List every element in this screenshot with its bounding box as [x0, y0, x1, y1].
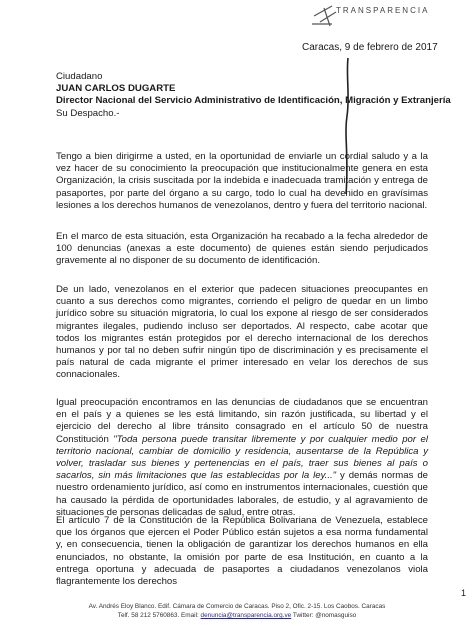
letter-date: Caracas, 9 de febrero de 2017: [302, 42, 438, 53]
footer-twitter: Twitter: @nomasguiso: [291, 612, 357, 619]
salutation: Ciudadano: [56, 71, 103, 82]
paragraph-4: [56, 397, 428, 519]
footer-phone: Telf. 58 212 5760863. Email:: [117, 612, 201, 619]
addressee-name: JUAN CARLOS DUGARTE: [56, 83, 176, 95]
constitution-quote: "Toda persona puede transitar libremente y por cualquier medio por el territorio nacional, cambiar de domicilio y residencia, ausentarse de la República y volver, trasladar sus bienes y pertenencias en el país, traer sus bienes al país o sacarlos, sin más limitaciones que las establecidas por la ley...": [56, 433, 428, 482]
footer-contact: [0, 612, 474, 619]
logo-text: TRANSPARENCIA: [336, 6, 430, 15]
paragraph-2: En el marco de esta situación, esta Organización ha recabado a la fecha alrededor de 100 denuncias (anexas a este documento) de quienes están siendo perjudicados gravemente al no disponer de su documento de identificación.: [56, 231, 428, 267]
paragraph-4-rest: y demás normas de nuestro ordenamiento jurídico, así como en instrumentos internacionales, cuestión que ha causado la pérdida de oportunidades laborales, de estudio, y al agravamiento de situaciones de personas delicadas de salud, entre otras.: [56, 470, 428, 518]
paragraph-1: Tengo a bien dirigirme a usted, en la oportunidad de enviarle un cordial saludo y a la vez hacer de su conocimiento la preocupación que institucionalmente genera en esta Organización, la crisis suscitada por la indebida e inadecuada tramitación y entrega de pasaportes, por parte del órgano a su cargo, todo lo cual ha devenido en gravísimas lesiones a los derechos humanos de venezolanos, dentro y fuera del territorio nacional.: [56, 151, 428, 211]
paragraph-3: De un lado, venezolanos en el exterior que padecen situaciones preocupantes en cuanto a sus derechos como migrantes, corriendo el peligro de quedar en un limbo jurídico sobre su situación migratoria, lo cual los expone al riesgo de ser considerados migrantes ilegales, pudiendo incluso ser deportados. Al respecto, cabe acotar que todos los migrantes están protegidos por el derecho internacional de los derechos humanos y por tal no deben sufrir ningún tipo de discriminación y es precisamente el país natural de cada migrante el primer interesado en velar los derechos de sus connacionales.: [56, 284, 428, 381]
footer-address: Av. Andrés Eloy Blanco. Edif. Cámara de Comercio de Caracas. Piso 2, Ofic. 2-15. Los Caobos. Caracas: [88, 603, 386, 610]
page-number: 1: [461, 588, 467, 598]
addressee-position: Director Nacional del Servicio Administrativo de Identificación, Migración y Extranjería: [56, 95, 451, 107]
addressee-block: [56, 71, 451, 120]
paragraph-4-intro: Igual preocupación encontramos en las denuncias de ciudadanos que se encuentran en el país y a quienes se les está limitando, sin razón justificada, su libertad y el ejercicio del derecho al libre tránsito consagrado en el artículo 50 de nuestra Constitución: [56, 397, 428, 445]
footer-email-link[interactable]: denuncia@transparencia.org.ve: [200, 612, 292, 619]
paragraph-5: El artículo 7 de la Constitución de la República Bolivariana de Venezuela, establece que los órganos que ejercen el Poder Público están sujetos a esa norma fundamental y, en consecuencia, tienen la obligación de garantizar los derechos humanos en ella enunciados, no obstante, la omisión por parte de esa Institución, en cuanto a la entrega oportuna y adecuada de pasaportes a ciudadanos venezolanos viola flagrantemente los derechos: [56, 515, 428, 588]
addressee-office: Su Despacho.-: [56, 107, 120, 119]
